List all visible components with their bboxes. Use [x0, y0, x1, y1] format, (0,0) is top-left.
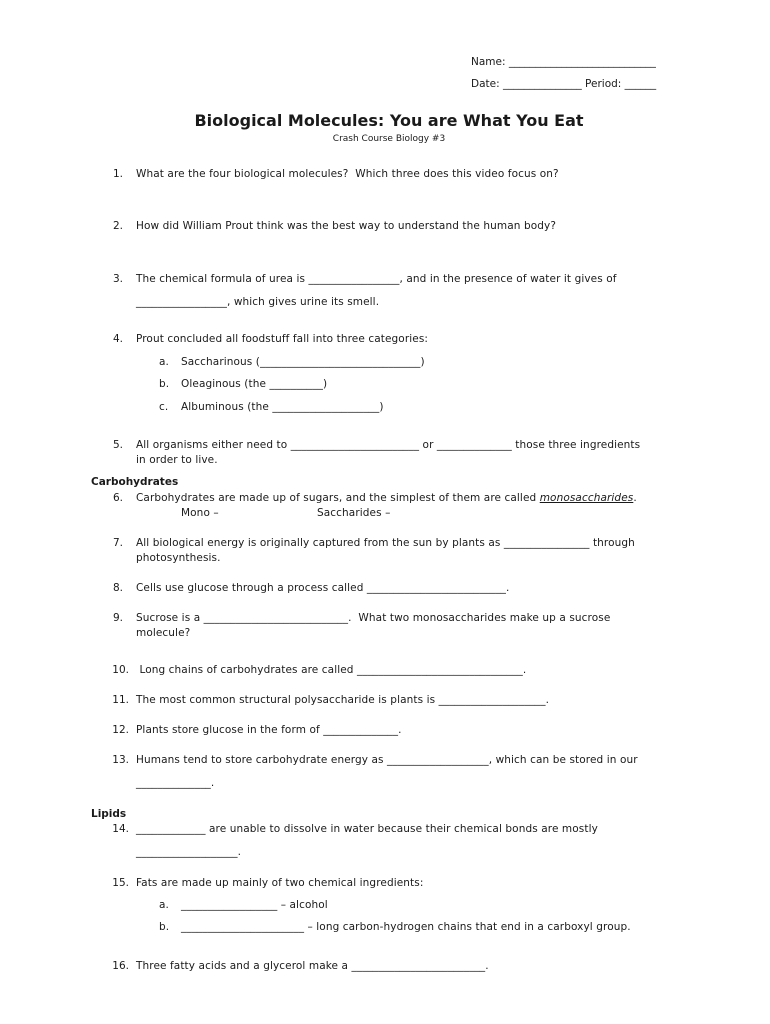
q6-mono: Mono –	[181, 507, 219, 519]
q15-number: 15.	[112, 877, 129, 889]
q4b-letter: b.	[159, 378, 170, 390]
q8-number: 8.	[112, 582, 123, 594]
date-period-field[interactable]: Date: _______________ Period: ______	[471, 78, 657, 90]
q15b-text: _______________________ – long carbon-hydrogen chains that end in a carboxyl group.	[181, 921, 631, 933]
q4-text: Prout concluded all foodstuff fall into three categories:	[136, 333, 429, 345]
q15-text: Fats are made up mainly of two chemical ingredients:	[136, 877, 424, 889]
q15a-letter: a.	[159, 899, 169, 911]
q16-text: Three fatty acids and a glycerol make a _________________________.	[136, 960, 489, 972]
q15a-text: __________________ – alcohol	[181, 899, 328, 911]
name-field[interactable]: Name: ____________________________	[471, 56, 656, 68]
q5-text-line1: All organisms either need to ________________________ or ______________ those three ingredients	[136, 439, 641, 451]
q4c-letter: c.	[159, 401, 169, 413]
q7-number: 7.	[112, 537, 123, 549]
q4a-letter: a.	[159, 356, 169, 368]
q15b-letter: b.	[159, 921, 170, 933]
page-title: Biological Molecules: You are What You Eat	[194, 111, 584, 130]
q7-text-line1: All biological energy is originally captured from the sun by plants as ________________ through	[136, 537, 635, 549]
q11-number: 11.	[112, 694, 129, 706]
q2-number: 2.	[112, 220, 123, 232]
section-lipids: Lipids	[91, 808, 127, 820]
q9-number: 9.	[112, 612, 123, 624]
section-carbohydrates: Carbohydrates	[91, 476, 179, 488]
q11-text: The most common structural polysaccharide is plants is ____________________.	[136, 694, 550, 706]
q2-text: How did William Prout think was the best way to understand the human body?	[136, 220, 556, 232]
q5-number: 5.	[112, 439, 123, 451]
q10-text: Long chains of carbohydrates are called _______________________________.	[136, 664, 527, 676]
q9-text-line2: molecule?	[136, 627, 191, 639]
q13-text-line2: ______________.	[136, 777, 215, 789]
q10-number: 10.	[112, 664, 129, 676]
q12-number: 12.	[112, 724, 129, 736]
q14-text-line2: ___________________.	[136, 846, 242, 858]
q1-text: What are the four biological molecules? Which three does this video focus on?	[136, 168, 559, 180]
q16-number: 16.	[112, 960, 129, 972]
q4-number: 4.	[112, 333, 123, 345]
q7-text-line2: photosynthesis.	[136, 552, 221, 564]
q6-text-pre: Carbohydrates are made up of sugars, and the simplest of them are called	[136, 492, 540, 504]
q13-text-line1: Humans tend to store carbohydrate energy as ___________________, which can be stored in our	[136, 754, 638, 766]
q5-text-line2: in order to live.	[136, 454, 218, 466]
q12-text: Plants store glucose in the form of ______________.	[136, 724, 402, 736]
q3-text-line1: The chemical formula of urea is _________________, and in the presence of water it gives of	[136, 273, 617, 285]
q4b-text: Oleaginous (the __________)	[181, 378, 328, 390]
q4a-text: Saccharinous (______________________________)	[181, 356, 425, 368]
q6-text	[136, 491, 637, 505]
q14-number: 14.	[112, 823, 129, 835]
q3-text-line2: _________________, which gives urine its smell.	[136, 296, 380, 308]
q9-text-line1: Sucrose is a ___________________________. What two monosaccharides make up a sucrose	[136, 612, 611, 624]
q6-text-post: .	[633, 492, 637, 504]
q6-saccharides: Saccharides –	[317, 507, 391, 519]
q4c-text: Albuminous (the ____________________)	[181, 401, 384, 413]
page-subtitle: Crash Course Biology #3	[332, 134, 446, 144]
q3-number: 3.	[112, 273, 123, 285]
q6-number: 6.	[112, 492, 123, 504]
q14-text-line1: _____________ are unable to dissolve in water because their chemical bonds are mostly	[136, 823, 598, 835]
q13-number: 13.	[112, 754, 129, 766]
q8-text: Cells use glucose through a process called __________________________.	[136, 582, 510, 594]
q6-term: monosaccharides	[539, 492, 634, 504]
q1-number: 1.	[112, 168, 123, 180]
